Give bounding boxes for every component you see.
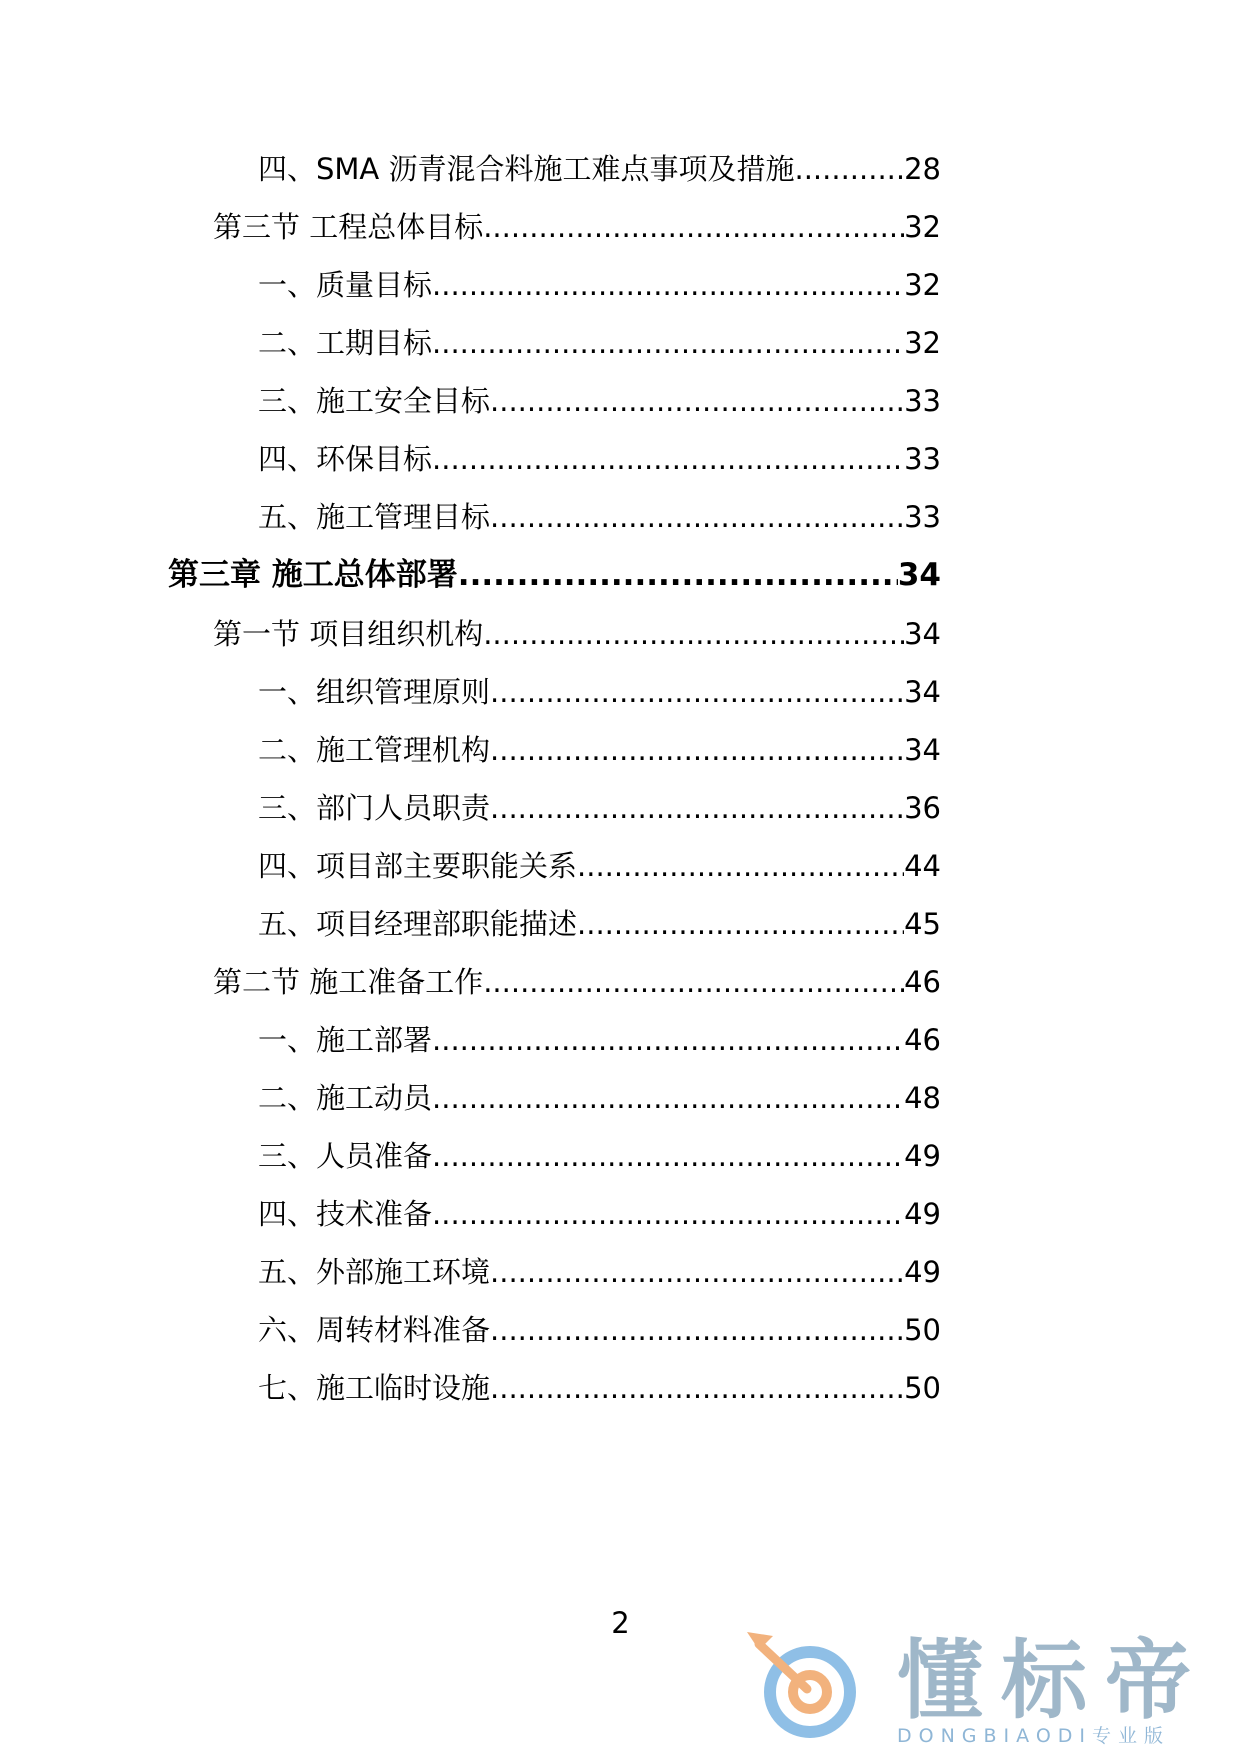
toc-entry-page: 34 [904,733,941,767]
toc-entry-page: 48 [904,1081,941,1115]
toc-entry[interactable] [258,379,941,423]
toc-entry[interactable] [213,205,941,249]
toc-leader-dots [432,1018,904,1062]
watermark-brand-en: DONGBIAODI专业版 [897,1725,1171,1747]
toc-entry-page: 44 [904,849,941,883]
toc-entry[interactable] [258,147,941,191]
toc-entry[interactable] [258,1018,941,1062]
toc-entry-title: 二、施工管理机构 [258,733,491,767]
page-number: 2 [611,1606,630,1640]
toc-entry[interactable] [258,321,941,365]
toc-entry-page: 33 [904,442,941,476]
toc-entry-title: 五、外部施工环境 [258,1255,491,1289]
toc-entry-title: 一、质量目标 [258,268,433,302]
toc-leader-dots [490,379,904,423]
toc-entry-page: 49 [904,1139,941,1173]
toc-entry[interactable] [213,960,941,1004]
toc-entry-title: 一、组织管理原则 [258,675,491,709]
toc-entry-title: 第三章 施工总体部署 [168,557,458,593]
toc-entry[interactable] [258,728,941,772]
toc-entry-title: 四、SMA 沥青混合料施工难点事项及措施 [258,152,795,186]
toc-entry-title: 第二节 施工准备工作 [213,965,484,999]
toc-leader-dots [490,1366,904,1410]
toc-entry[interactable] [258,263,941,307]
toc-entry-page: 32 [904,326,941,360]
toc-entry-page: 33 [904,500,941,534]
toc-entry-page: 34 [897,557,941,593]
toc-entry-title: 四、环保目标 [258,442,433,476]
toc-leader-dots [490,1308,904,1352]
toc-entry-title: 三、施工安全目标 [258,384,491,418]
toc-entry-page: 45 [904,907,941,941]
toc-leader-dots [432,437,904,481]
target-arrow-icon [745,1628,895,1748]
toc-entry-page: 46 [904,1023,941,1057]
toc-leader-dots [458,553,898,597]
toc-entry-title: 五、施工管理目标 [258,500,491,534]
toc-leader-dots [432,1134,904,1178]
toc-leader-dots [490,1250,904,1294]
toc-entry-title: 三、人员准备 [258,1139,433,1173]
toc-entry[interactable] [258,1250,941,1294]
toc-entry[interactable] [258,1076,941,1120]
toc-entry-title: 七、施工临时设施 [258,1371,491,1405]
toc-entry-page: 50 [904,1313,941,1347]
toc-entry-title: 五、项目经理部职能描述 [258,907,578,941]
toc-leader-dots [483,960,904,1004]
toc-entry-page: 32 [904,210,941,244]
toc-entry[interactable] [258,437,941,481]
toc-leader-dots [483,205,904,249]
toc-leader-dots [577,902,904,946]
toc-entry-page: 36 [904,791,941,825]
toc-leader-dots [490,786,904,830]
toc-entry-title: 二、工期目标 [258,326,433,360]
toc-entry[interactable] [258,844,941,888]
toc-entry-title: 第一节 项目组织机构 [213,617,484,651]
toc-entry-page: 32 [904,268,941,302]
toc-entry-page: 49 [904,1255,941,1289]
toc-leader-dots [432,1192,904,1236]
toc-leader-dots [483,612,904,656]
toc-leader-dots [490,728,904,772]
toc-entry-title: 四、项目部主要职能关系 [258,849,578,883]
toc-entry-page: 33 [904,384,941,418]
toc-entry[interactable] [258,786,941,830]
toc-entry[interactable] [258,902,941,946]
toc-entry-page: 49 [904,1197,941,1231]
toc-entry-page: 28 [904,152,941,186]
toc-entry-title: 三、部门人员职责 [258,791,491,825]
toc-entry[interactable] [258,1308,941,1352]
toc-leader-dots [490,495,904,539]
watermark [745,1628,1225,1748]
toc-leader-dots [432,263,904,307]
toc-entry-page: 34 [904,617,941,651]
toc-entry-title: 一、施工部署 [258,1023,433,1057]
toc-entry-page: 34 [904,675,941,709]
toc-leader-dots [432,1076,904,1120]
toc-entry[interactable] [258,495,941,539]
toc-entry-title: 第三节 工程总体目标 [213,210,484,244]
toc-entry[interactable] [213,612,941,656]
toc-leader-dots [795,147,905,191]
toc-leader-dots [432,321,904,365]
watermark-brand-cn: 懂标帝 [897,1631,1209,1731]
toc-entry[interactable] [258,670,941,714]
toc-entry[interactable] [258,1134,941,1178]
toc-entry-title: 四、技术准备 [258,1197,433,1231]
toc-entry-page: 46 [904,965,941,999]
toc-leader-dots [577,844,904,888]
toc-entry-title: 六、周转材料准备 [258,1313,491,1347]
toc-entry-page: 50 [904,1371,941,1405]
toc-entry-title: 二、施工动员 [258,1081,433,1115]
toc-entry[interactable] [258,1192,941,1236]
toc-chapter-entry[interactable] [168,553,941,597]
toc-leader-dots [490,670,904,714]
toc-entry[interactable] [258,1366,941,1410]
